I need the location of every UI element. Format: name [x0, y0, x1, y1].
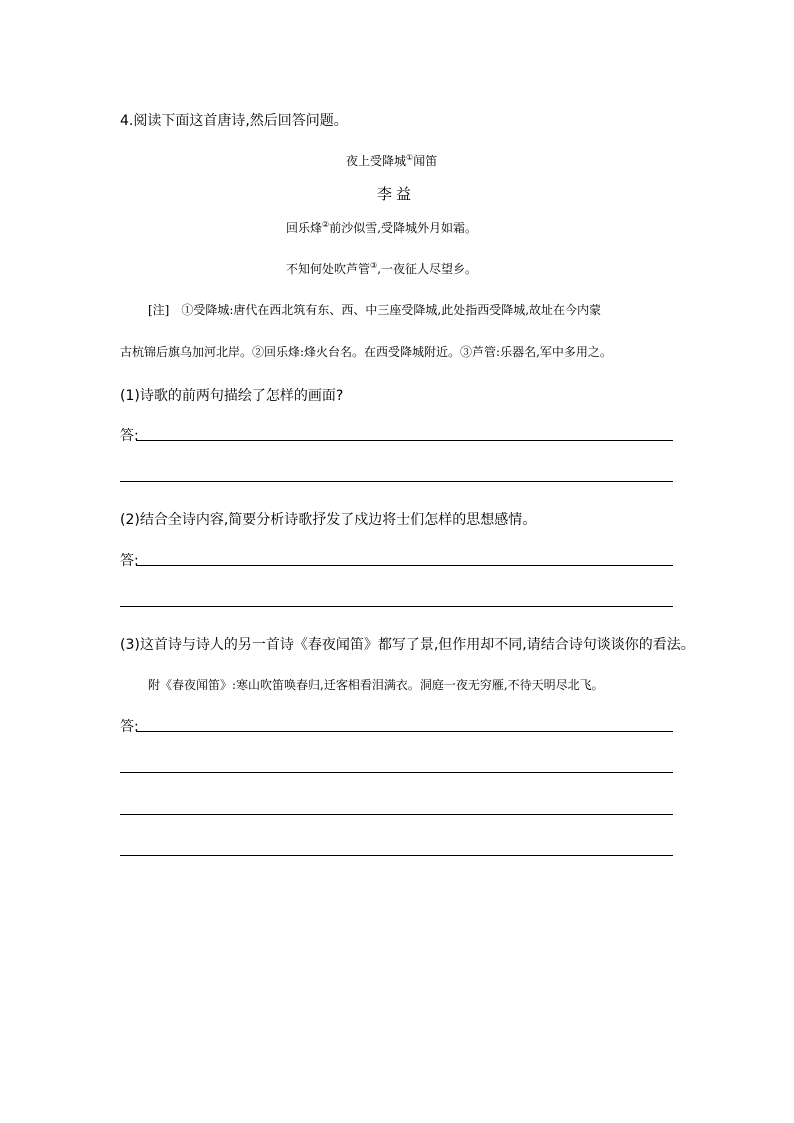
footnote-mark-3: ③: [370, 261, 378, 270]
poem-line-2-part2: ,一夜征人尽望乡。: [377, 262, 478, 276]
answer-label-3: 答:: [120, 719, 139, 735]
answer-line[interactable]: [136, 565, 673, 566]
answer-line[interactable]: [136, 440, 673, 441]
poem-title-part1: 夜上受降城: [346, 154, 407, 168]
footnote-mark-1: ①: [406, 153, 414, 162]
answer-line[interactable]: [120, 855, 673, 856]
appendix-poem: 附《春夜闻笛》:寒山吹笛唤春归,迁客相看泪满衣。洞庭一夜无穷雁,不待天明尽北飞。: [148, 678, 604, 692]
answer-line[interactable]: [120, 606, 673, 607]
footnote-mark-2: ②: [322, 220, 330, 229]
note-line-1: [注] ①受降城:唐代在西北筑有东、西、中三座受降城,此处指西受降城,故址在今内蒙: [148, 303, 602, 317]
answer-line[interactable]: [120, 814, 673, 815]
note-line-2: 古杭锦后旗乌加河北岸。②回乐烽:烽火台名。在西受降城附近。③芦管:乐器名,军中多用之。: [120, 345, 612, 359]
answer-line[interactable]: [120, 481, 673, 482]
answer-label-2: 答:: [120, 553, 139, 569]
question-prompt: 4.阅读下面这首唐诗,然后回答问题。: [120, 113, 348, 129]
poem-line-2: [286, 260, 477, 277]
answer-line[interactable]: [120, 772, 673, 773]
poem-line-2-part1: 不知何处吹芦管: [286, 262, 371, 276]
poem-line-1-part2: 前沙似雪,受降城外月如霜。: [329, 221, 478, 235]
sub-question-2: (2)结合全诗内容,简要分析诗歌抒发了戍边将士们怎样的思想感情。: [120, 512, 537, 528]
poem-line-1-part1: 回乐烽: [286, 221, 323, 235]
answer-line[interactable]: [136, 731, 673, 732]
sub-question-3: (3)这首诗与诗人的另一首诗《春夜闻笛》都写了景,但作用却不同,请结合诗句谈谈你的看法。: [120, 637, 695, 653]
poem-title: [346, 152, 437, 169]
poem-title-part2: 闻笛: [413, 154, 438, 168]
poem-line-1: [286, 219, 477, 236]
poem-author: 李益: [377, 185, 416, 203]
sub-question-1: (1)诗歌的前两句描绘了怎样的画面?: [120, 388, 344, 404]
answer-label-1: 答:: [120, 428, 139, 444]
